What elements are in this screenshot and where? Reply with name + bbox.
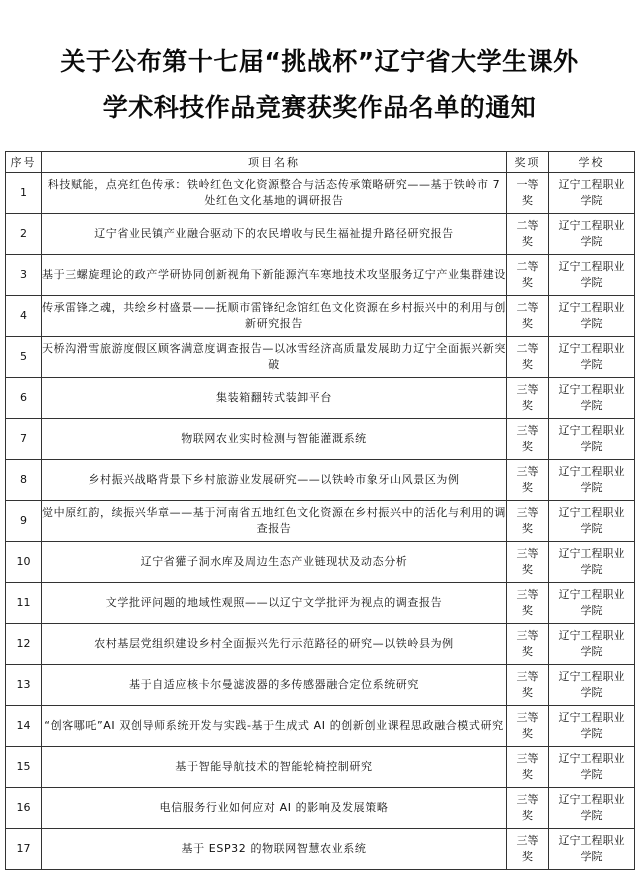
row-seq: 9 bbox=[6, 501, 42, 542]
row-school: 辽宁工程职业学院 bbox=[558, 506, 625, 535]
row-school: 辽宁工程职业学院 bbox=[558, 424, 625, 453]
table-row bbox=[6, 337, 635, 378]
row-seq: 3 bbox=[6, 255, 42, 296]
row-award: 三等奖 bbox=[516, 506, 539, 535]
table-row bbox=[6, 706, 635, 747]
row-school-cell bbox=[549, 255, 635, 296]
row-school-cell bbox=[549, 460, 635, 501]
row-award: 二等奖 bbox=[516, 219, 539, 248]
header-project-name: 项目名称 bbox=[42, 152, 507, 173]
row-seq: 10 bbox=[6, 542, 42, 583]
row-school: 辽宁工程职业学院 bbox=[558, 178, 625, 207]
notice-title-line-1: 关于公布第十七届“挑战杯”辽宁省大学生课外 bbox=[60, 47, 579, 76]
row-school-cell bbox=[549, 665, 635, 706]
row-school: 辽宁工程职业学院 bbox=[558, 342, 625, 371]
row-seq: 2 bbox=[6, 214, 42, 255]
row-award: 三等奖 bbox=[516, 629, 539, 658]
row-award-cell bbox=[507, 706, 549, 747]
row-seq: 6 bbox=[6, 378, 42, 419]
row-school-cell bbox=[549, 501, 635, 542]
row-school-cell bbox=[549, 788, 635, 829]
row-project-name: 辽宁省獾子洞水库及周边生态产业链现状及动态分析 bbox=[42, 542, 507, 583]
row-project-name: 基于三螺旋理论的政产学研协同创新视角下新能源汽车寒地技术攻坚服务辽宁产业集群建设 bbox=[42, 255, 507, 296]
row-award: 二等奖 bbox=[516, 260, 539, 289]
table-row bbox=[6, 460, 635, 501]
row-award: 三等奖 bbox=[516, 424, 539, 453]
row-award-cell bbox=[507, 501, 549, 542]
row-school-cell bbox=[549, 706, 635, 747]
row-award: 二等奖 bbox=[516, 301, 539, 330]
row-school: 辽宁工程职业学院 bbox=[558, 629, 625, 658]
row-award-cell bbox=[507, 788, 549, 829]
row-project-name: 科技赋能，点亮红色传承：铁岭红色文化资源整合与活态传承策略研究——基于铁岭市 7 处红色文化基地的调研报告 bbox=[42, 173, 507, 214]
header-school: 学校 bbox=[549, 152, 635, 173]
table-body bbox=[6, 173, 635, 870]
row-school-cell bbox=[549, 296, 635, 337]
table-row bbox=[6, 829, 635, 870]
row-award: 三等奖 bbox=[516, 793, 539, 822]
row-school: 辽宁工程职业学院 bbox=[558, 219, 625, 248]
row-school-cell bbox=[549, 173, 635, 214]
row-project-name: 天桥沟滑雪旅游度假区顾客满意度调查报告—以冰雪经济高质量发展助力辽宁全面振兴新突破 bbox=[42, 337, 507, 378]
row-school-cell bbox=[549, 337, 635, 378]
row-award-cell bbox=[507, 337, 549, 378]
row-award: 三等奖 bbox=[516, 547, 539, 576]
row-seq: 17 bbox=[6, 829, 42, 870]
row-award: 三等奖 bbox=[516, 752, 539, 781]
row-award-cell bbox=[507, 624, 549, 665]
row-seq: 5 bbox=[6, 337, 42, 378]
table-row bbox=[6, 501, 635, 542]
row-project-name: 农村基层党组织建设乡村全面振兴先行示范路径的研究—以铁岭县为例 bbox=[42, 624, 507, 665]
row-project-name: 乡村振兴战略背景下乡村旅游业发展研究——以铁岭市象牙山风景区为例 bbox=[42, 460, 507, 501]
header-award: 奖项 bbox=[507, 152, 549, 173]
row-school-cell bbox=[549, 829, 635, 870]
row-school-cell bbox=[549, 747, 635, 788]
row-seq: 4 bbox=[6, 296, 42, 337]
row-project-name: 集装箱翻转式装卸平台 bbox=[42, 378, 507, 419]
row-school-cell bbox=[549, 583, 635, 624]
table-row bbox=[6, 624, 635, 665]
row-seq: 16 bbox=[6, 788, 42, 829]
row-project-name: 觉中原红韵，续振兴华章——基于河南省五地红色文化资源在乡村振兴中的活化与利用的调查报告 bbox=[42, 501, 507, 542]
row-award-cell bbox=[507, 747, 549, 788]
table-row bbox=[6, 583, 635, 624]
row-school: 辽宁工程职业学院 bbox=[558, 260, 625, 289]
row-award-cell bbox=[507, 255, 549, 296]
row-project-name: 基于 ESP32 的物联网智慧农业系统 bbox=[42, 829, 507, 870]
row-award: 二等奖 bbox=[516, 342, 539, 371]
row-school-cell bbox=[549, 378, 635, 419]
table-row bbox=[6, 747, 635, 788]
row-school-cell bbox=[549, 419, 635, 460]
row-school: 辽宁工程职业学院 bbox=[558, 711, 625, 740]
row-school-cell bbox=[549, 214, 635, 255]
table-row bbox=[6, 173, 635, 214]
row-award-cell bbox=[507, 419, 549, 460]
row-project-name: 文学批评问题的地域性观照——以辽宁文学批评为视点的调查报告 bbox=[42, 583, 507, 624]
row-award-cell bbox=[507, 173, 549, 214]
row-school: 辽宁工程职业学院 bbox=[558, 547, 625, 576]
row-award-cell bbox=[507, 378, 549, 419]
row-award-cell bbox=[507, 460, 549, 501]
row-seq: 1 bbox=[6, 173, 42, 214]
row-school-cell bbox=[549, 624, 635, 665]
row-award: 三等奖 bbox=[516, 670, 539, 699]
row-award-cell bbox=[507, 542, 549, 583]
row-seq: 8 bbox=[6, 460, 42, 501]
row-seq: 13 bbox=[6, 665, 42, 706]
table-row bbox=[6, 296, 635, 337]
table-row bbox=[6, 788, 635, 829]
row-award-cell bbox=[507, 665, 549, 706]
row-award-cell bbox=[507, 214, 549, 255]
row-project-name: 基于智能导航技术的智能轮椅控制研究 bbox=[42, 747, 507, 788]
notice-title-line-2: 学术科技作品竞赛获奖作品名单的通知 bbox=[102, 93, 537, 122]
row-award: 一等奖 bbox=[516, 178, 539, 207]
header-seq: 序号 bbox=[6, 152, 42, 173]
row-award-cell bbox=[507, 583, 549, 624]
table-row bbox=[6, 378, 635, 419]
row-school: 辽宁工程职业学院 bbox=[558, 588, 625, 617]
row-award-cell bbox=[507, 296, 549, 337]
row-school-cell bbox=[549, 542, 635, 583]
row-school: 辽宁工程职业学院 bbox=[558, 301, 625, 330]
table-row bbox=[6, 214, 635, 255]
row-project-name: 传承雷锋之魂，共绘乡村盛景——抚顺市雷锋纪念馆红色文化资源在乡村振兴中的利用与创新研究报告 bbox=[42, 296, 507, 337]
row-seq: 12 bbox=[6, 624, 42, 665]
row-award: 三等奖 bbox=[516, 465, 539, 494]
row-award: 三等奖 bbox=[516, 383, 539, 412]
row-award: 三等奖 bbox=[516, 834, 539, 863]
row-project-name: 辽宁省业民镇产业融合驱动下的农民增收与民生福祉提升路径研究报告 bbox=[42, 214, 507, 255]
row-project-name: 电信服务行业如何应对 AI 的影响及发展策略 bbox=[42, 788, 507, 829]
table-row bbox=[6, 542, 635, 583]
row-seq: 15 bbox=[6, 747, 42, 788]
table-row bbox=[6, 419, 635, 460]
row-school: 辽宁工程职业学院 bbox=[558, 793, 625, 822]
row-award-cell bbox=[507, 829, 549, 870]
row-school: 辽宁工程职业学院 bbox=[558, 752, 625, 781]
row-school: 辽宁工程职业学院 bbox=[558, 465, 625, 494]
row-seq: 11 bbox=[6, 583, 42, 624]
row-project-name: “创客哪吒”AI 双创导师系统开发与实践-基于生成式 AI 的创新创业课程思政融合模式研究 bbox=[42, 706, 507, 747]
table-header-row bbox=[6, 152, 635, 173]
row-school: 辽宁工程职业学院 bbox=[558, 383, 625, 412]
row-school: 辽宁工程职业学院 bbox=[558, 670, 625, 699]
row-project-name: 物联网农业实时检测与智能灌溉系统 bbox=[42, 419, 507, 460]
row-award: 三等奖 bbox=[516, 711, 539, 740]
row-award: 三等奖 bbox=[516, 588, 539, 617]
table-row bbox=[6, 255, 635, 296]
table-row bbox=[6, 665, 635, 706]
row-seq: 7 bbox=[6, 419, 42, 460]
row-project-name: 基于自适应核卡尔曼滤波器的多传感器融合定位系统研究 bbox=[42, 665, 507, 706]
row-seq: 14 bbox=[6, 706, 42, 747]
row-school: 辽宁工程职业学院 bbox=[558, 834, 625, 863]
award-list-table bbox=[5, 151, 635, 870]
